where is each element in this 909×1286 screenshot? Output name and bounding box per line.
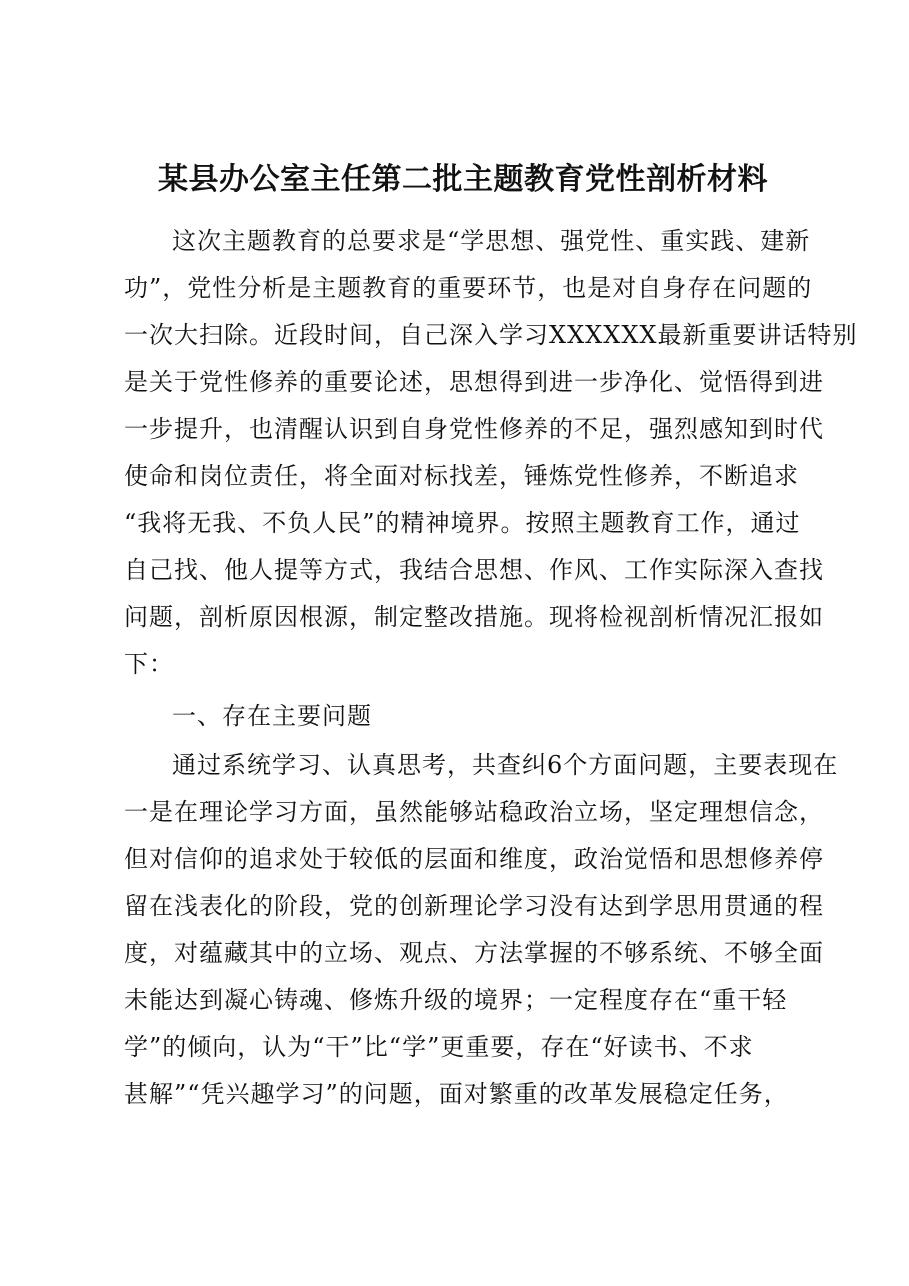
intro-line-6: 使命和岗位责任，将全面对标找差，锤炼党性修养，不断追求: [124, 462, 799, 490]
section-line-5: 度，对蕴藏其中的立场、观点、方法掌握的不够系统、不够全面: [124, 939, 824, 967]
section-heading: 一、存在主要问题: [172, 702, 372, 730]
section-line-2: 一是在理论学习方面，虽然能够站稳政治立场，坚定理想信念，: [124, 798, 824, 826]
section-line-8: 甚解”“凭兴趣学习”的问题，面对繁重的改革发展稳定任务，: [124, 1080, 789, 1108]
intro-line-8: 自己找、他人提等方式，我结合思想、作风、工作实际深入查找: [124, 556, 824, 584]
section-line-6: 未能达到凝心铸魂、修炼升级的境界；一定程度存在“重干轻: [124, 986, 788, 1014]
intro-line-1: 这次主题教育的总要求是“学思想、强党性、重实践、建新: [172, 227, 811, 255]
intro-line-7: “我将无我、不负人民”的精神境界。按照主题教育工作，通过: [124, 509, 801, 537]
section-line-4: 留在浅表化的阶段，党的创新理论学习没有达到学思用贯通的程: [124, 892, 824, 920]
intro-line-4: 是关于党性修养的重要论述，思想得到进一步净化、觉悟得到进: [124, 368, 824, 396]
intro-line-9: 问题，剖析原因根源，制定整改措施。现将检视剖析情况汇报如: [124, 603, 824, 631]
section-line-7: 学”的倾向，认为“干”比“学”更重要，存在“好读书、不求: [124, 1033, 754, 1061]
section-line-3: 但对信仰的追求处于较低的层面和维度，政治觉悟和思想修养停: [124, 845, 824, 873]
intro-line-3: 一次大扫除。近段时间，自己深入学习XXXXXX最新重要讲话特别: [124, 321, 858, 349]
intro-line-5: 一步提升，也清醒认识到自身党性修养的不足，强烈感知到时代: [124, 415, 824, 443]
document-title: 某县办公室主任第二批主题教育党性剖析材料: [158, 162, 768, 197]
section-line-1: 通过系统学习、认真思考，共查纠6个方面问题，主要表现在: [172, 751, 839, 779]
intro-line-2: 功”，党性分析是主题教育的重要环节，也是对自身存在问题的: [124, 274, 813, 302]
intro-line-10: 下：: [124, 650, 174, 678]
